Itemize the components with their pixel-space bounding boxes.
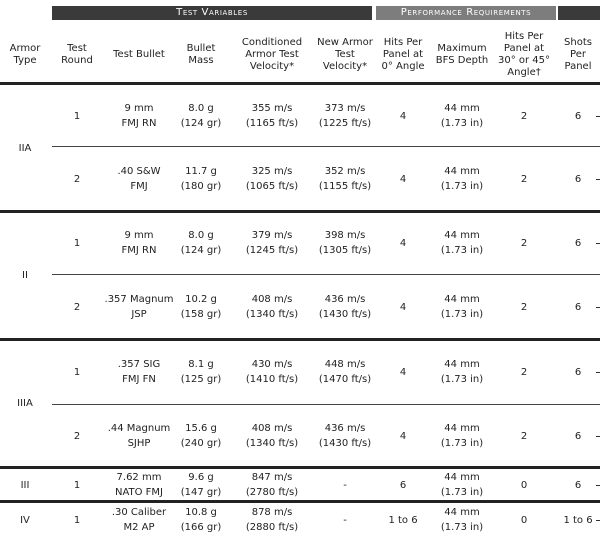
test-bullet-line: FMJ RN xyxy=(121,245,157,256)
hits-30-45-angle-value: 2 xyxy=(520,430,528,442)
bullet-mass-line: 10.8 g xyxy=(185,507,217,518)
conditioned-velocity-cell xyxy=(228,276,316,338)
bullet-mass-line: 10.2 g xyxy=(185,294,217,305)
bullet-mass-line: (124 gr) xyxy=(180,245,222,256)
shots-per-panel-cell xyxy=(556,406,600,466)
bullet-mass-line: 11.7 g xyxy=(185,166,217,177)
max-bfs-depth-line: 44 mm xyxy=(444,230,480,241)
hits-30-45-angle-cell xyxy=(494,340,554,404)
max-bfs-depth-cell xyxy=(430,504,494,536)
hits-30-45-angle-cell xyxy=(494,470,554,500)
new-velocity-cell xyxy=(316,148,374,210)
conditioned-velocity-cell xyxy=(228,340,316,404)
continuation-mark xyxy=(596,372,600,373)
max-bfs-depth-line: 44 mm xyxy=(444,294,480,305)
hits-0-angle-value: 4 xyxy=(399,430,407,442)
new-velocity-cell xyxy=(316,340,374,404)
column-header-shots: Shots Per Panel xyxy=(564,37,592,72)
armor-type-cell: IV xyxy=(20,514,30,526)
new-velocity-cell xyxy=(316,86,374,146)
max-bfs-depth-line: 44 mm xyxy=(444,103,480,114)
conditioned-velocity-line: (1340 ft/s) xyxy=(245,438,299,449)
conditioned-velocity-line: 408 m/s xyxy=(251,294,293,305)
conditioned-velocity-cell xyxy=(228,406,316,466)
hits-0-angle-value: 4 xyxy=(399,173,407,185)
conditioned-velocity-cell xyxy=(228,504,316,536)
hits-30-45-angle-cell xyxy=(494,148,554,210)
conditioned-velocity-line: 878 m/s xyxy=(251,507,293,518)
bullet-mass-cell xyxy=(176,86,226,146)
max-bfs-depth-line: (1.73 in) xyxy=(440,374,484,385)
new-velocity-cell xyxy=(316,276,374,338)
test-round-cell xyxy=(52,276,102,338)
column-header-new-velocity: New Armor Test Velocity* xyxy=(317,37,373,72)
test-round-value: 1 xyxy=(73,110,81,122)
bullet-mass-line: 15.6 g xyxy=(185,423,217,434)
round-divider xyxy=(52,146,600,147)
test-bullet-line: M2 AP xyxy=(123,522,155,533)
bullet-mass-cell xyxy=(176,470,226,500)
hits-30-45-angle-cell xyxy=(494,504,554,536)
conditioned-velocity-cell xyxy=(228,470,316,500)
shots-per-panel-value: 6 xyxy=(574,479,582,491)
shots-per-panel-value: 6 xyxy=(574,366,582,378)
test-bullet-line: 9 mm xyxy=(124,230,154,241)
test-variables-header: Test Variables xyxy=(52,6,372,20)
test-bullet-line: .357 SIG xyxy=(117,359,161,370)
bullet-mass-line: 9.6 g xyxy=(188,472,214,483)
hits-0-angle-cell xyxy=(376,340,430,404)
new-velocity-line: (1430 ft/s) xyxy=(318,309,372,320)
max-bfs-depth-line: 44 mm xyxy=(444,166,480,177)
new-velocity-line: (1305 ft/s) xyxy=(318,245,372,256)
conditioned-velocity-line: 379 m/s xyxy=(251,230,293,241)
column-header-test-bullet: Test Bullet xyxy=(113,49,165,60)
bullet-mass-cell xyxy=(176,212,226,274)
bullet-mass-line: (125 gr) xyxy=(180,374,222,385)
new-velocity-line: 352 m/s xyxy=(324,166,366,177)
test-bullet-line: NATO FMJ xyxy=(114,487,164,498)
hits-30-45-angle-cell xyxy=(494,86,554,146)
shots-per-panel-value: 6 xyxy=(574,430,582,442)
new-velocity-cell xyxy=(316,406,374,466)
group-divider xyxy=(0,500,600,503)
new-velocity-cell xyxy=(316,504,374,536)
test-round-value: 2 xyxy=(73,430,81,442)
shots-per-panel-cell xyxy=(556,212,600,274)
max-bfs-depth-cell xyxy=(430,340,494,404)
test-bullet-line: .357 Magnum xyxy=(104,294,174,305)
header-bar-extension xyxy=(558,6,600,20)
hits-30-45-angle-cell xyxy=(494,406,554,466)
test-bullet-cell xyxy=(104,470,174,500)
shots-per-panel-value: 6 xyxy=(574,301,582,313)
column-header-max-bfs: Maximum BFS Depth xyxy=(435,43,489,66)
conditioned-velocity-line: (2880 ft/s) xyxy=(245,522,299,533)
max-bfs-depth-cell xyxy=(430,470,494,500)
max-bfs-depth-cell xyxy=(430,86,494,146)
continuation-mark xyxy=(596,243,600,244)
conditioned-velocity-cell xyxy=(228,86,316,146)
max-bfs-depth-line: (1.73 in) xyxy=(440,118,484,129)
hits-0-angle-cell xyxy=(376,504,430,536)
bullet-mass-line: (180 gr) xyxy=(180,181,222,192)
armor-type-cell: III xyxy=(20,479,30,491)
conditioned-velocity-line: (1165 ft/s) xyxy=(245,118,299,129)
bullet-mass-line: (166 gr) xyxy=(180,522,222,533)
column-header-test-round: Test Round xyxy=(61,43,93,66)
hits-30-45-angle-value: 0 xyxy=(520,514,528,526)
max-bfs-depth-line: 44 mm xyxy=(444,423,480,434)
armor-type-cell: IIA xyxy=(18,142,32,154)
new-velocity-line: (1430 ft/s) xyxy=(318,438,372,449)
test-round-cell xyxy=(52,212,102,274)
shots-per-panel-cell xyxy=(556,470,600,500)
continuation-mark xyxy=(596,179,600,180)
new-velocity-line: 436 m/s xyxy=(324,294,366,305)
conditioned-velocity-line: (1340 ft/s) xyxy=(245,309,299,320)
hits-0-angle-cell xyxy=(376,406,430,466)
hits-30-45-angle-value: 2 xyxy=(520,237,528,249)
conditioned-velocity-line: (2780 ft/s) xyxy=(245,487,299,498)
new-velocity-cell xyxy=(316,212,374,274)
bullet-mass-line: 8.0 g xyxy=(188,230,214,241)
new-velocity-line: - xyxy=(343,479,347,491)
hits-0-angle-cell xyxy=(376,148,430,210)
test-bullet-line: .40 S&W xyxy=(117,166,161,177)
conditioned-velocity-line: 430 m/s xyxy=(251,359,293,370)
max-bfs-depth-line: 44 mm xyxy=(444,472,480,483)
column-header-cond-velocity: Conditioned Armor Test Velocity* xyxy=(241,37,303,72)
test-round-value: 1 xyxy=(73,479,81,491)
hits-0-angle-value: 6 xyxy=(399,479,407,491)
hits-30-45-angle-cell xyxy=(494,276,554,338)
hits-0-angle-value: 4 xyxy=(399,366,407,378)
max-bfs-depth-cell xyxy=(430,148,494,210)
continuation-mark xyxy=(596,436,600,437)
max-bfs-depth-line: (1.73 in) xyxy=(440,181,484,192)
max-bfs-depth-line: 44 mm xyxy=(444,359,480,370)
header-divider xyxy=(0,82,600,85)
max-bfs-depth-line: 44 mm xyxy=(444,507,480,518)
performance-requirements-header: Performance Requirements xyxy=(376,6,556,20)
new-velocity-line: - xyxy=(343,514,347,526)
shots-per-panel-value: 6 xyxy=(574,173,582,185)
hits-0-angle-value: 4 xyxy=(399,237,407,249)
test-bullet-cell xyxy=(104,504,174,536)
conditioned-velocity-line: 408 m/s xyxy=(251,423,293,434)
test-bullet-line: .44 Magnum xyxy=(107,423,171,434)
test-bullet-line: 9 mm xyxy=(124,103,154,114)
hits-0-angle-value: 4 xyxy=(399,301,407,313)
test-bullet-line: SJHP xyxy=(127,438,151,449)
continuation-mark xyxy=(596,307,600,308)
conditioned-velocity-line: 355 m/s xyxy=(251,103,293,114)
test-bullet-line: FMJ FN xyxy=(122,374,156,385)
test-round-value: 1 xyxy=(73,366,81,378)
shots-per-panel-value: 6 xyxy=(574,110,582,122)
new-velocity-line: (1225 ft/s) xyxy=(318,118,372,129)
hits-30-45-angle-value: 2 xyxy=(520,173,528,185)
column-header-hits-30: Hits Per Panel at 30° or 45° Angle† xyxy=(497,31,551,78)
new-velocity-line: (1155 ft/s) xyxy=(318,181,372,192)
conditioned-velocity-line: 325 m/s xyxy=(251,166,293,177)
hits-0-angle-value: 1 to 6 xyxy=(388,514,418,526)
group-divider xyxy=(0,466,600,469)
test-bullet-line: 7.62 mm xyxy=(116,472,162,483)
bullet-mass-line: 8.0 g xyxy=(188,103,214,114)
column-header-hits-0: Hits Per Panel at 0° Angle xyxy=(381,37,425,72)
bullet-mass-cell xyxy=(176,340,226,404)
shots-per-panel-value: 1 to 6 xyxy=(563,514,593,526)
test-round-value: 1 xyxy=(73,514,81,526)
hits-30-45-angle-value: 0 xyxy=(520,479,528,491)
armor-type-cell: IIIA xyxy=(17,397,33,409)
conditioned-velocity-line: (1245 ft/s) xyxy=(245,245,299,256)
test-bullet-line: FMJ RN xyxy=(121,118,157,129)
max-bfs-depth-line: (1.73 in) xyxy=(440,487,484,498)
test-bullet-cell xyxy=(104,148,174,210)
hits-30-45-angle-value: 2 xyxy=(520,110,528,122)
round-divider xyxy=(52,404,600,405)
bullet-mass-cell xyxy=(176,276,226,338)
hits-30-45-angle-value: 2 xyxy=(520,301,528,313)
test-round-value: 2 xyxy=(73,301,81,313)
conditioned-velocity-line: (1065 ft/s) xyxy=(245,181,299,192)
round-divider xyxy=(52,274,600,275)
shots-per-panel-value: 6 xyxy=(574,237,582,249)
new-velocity-line: 448 m/s xyxy=(324,359,366,370)
new-velocity-line: 373 m/s xyxy=(324,103,366,114)
test-bullet-cell xyxy=(104,276,174,338)
hits-0-angle-cell xyxy=(376,86,430,146)
test-round-cell xyxy=(52,406,102,466)
continuation-mark xyxy=(596,520,600,521)
test-round-cell xyxy=(52,340,102,404)
test-round-cell xyxy=(52,148,102,210)
hits-0-angle-value: 4 xyxy=(399,110,407,122)
hits-30-45-angle-cell xyxy=(494,212,554,274)
bullet-mass-cell xyxy=(176,406,226,466)
bullet-mass-line: (147 gr) xyxy=(180,487,222,498)
bullet-mass-line: (124 gr) xyxy=(180,118,222,129)
new-velocity-line: 436 m/s xyxy=(324,423,366,434)
test-round-value: 1 xyxy=(73,237,81,249)
max-bfs-depth-line: (1.73 in) xyxy=(440,245,484,256)
max-bfs-depth-line: (1.73 in) xyxy=(440,438,484,449)
max-bfs-depth-cell xyxy=(430,406,494,466)
test-bullet-line: FMJ xyxy=(130,181,148,192)
new-velocity-line: 398 m/s xyxy=(324,230,366,241)
conditioned-velocity-line: 847 m/s xyxy=(251,472,293,483)
max-bfs-depth-cell xyxy=(430,212,494,274)
armor-type-cell: II xyxy=(22,269,28,281)
shots-per-panel-cell xyxy=(556,340,600,404)
new-velocity-line: (1470 ft/s) xyxy=(318,374,372,385)
test-bullet-line: JSP xyxy=(131,309,147,320)
test-bullet-cell xyxy=(104,340,174,404)
test-bullet-cell xyxy=(104,406,174,466)
test-bullet-cell xyxy=(104,86,174,146)
test-round-cell xyxy=(52,470,102,500)
hits-0-angle-cell xyxy=(376,212,430,274)
bullet-mass-cell xyxy=(176,148,226,210)
bullet-mass-line: 8.1 g xyxy=(188,359,214,370)
continuation-mark xyxy=(596,485,600,486)
column-header-bullet-mass: Bullet Mass xyxy=(186,43,216,66)
shots-per-panel-cell xyxy=(556,148,600,210)
shots-per-panel-cell xyxy=(556,276,600,338)
test-bullet-cell xyxy=(104,212,174,274)
max-bfs-depth-cell xyxy=(430,276,494,338)
shots-per-panel-cell xyxy=(556,504,600,536)
test-round-cell xyxy=(52,504,102,536)
test-round-cell xyxy=(52,86,102,146)
bullet-mass-line: (158 gr) xyxy=(180,309,222,320)
hits-30-45-angle-value: 2 xyxy=(520,366,528,378)
column-header-armor-type: Armor Type xyxy=(9,43,41,66)
max-bfs-depth-line: (1.73 in) xyxy=(440,522,484,533)
test-round-value: 2 xyxy=(73,173,81,185)
continuation-mark xyxy=(596,116,600,117)
conditioned-velocity-cell xyxy=(228,212,316,274)
new-velocity-cell xyxy=(316,470,374,500)
max-bfs-depth-line: (1.73 in) xyxy=(440,309,484,320)
hits-0-angle-cell xyxy=(376,276,430,338)
bullet-mass-cell xyxy=(176,504,226,536)
conditioned-velocity-cell xyxy=(228,148,316,210)
conditioned-velocity-line: (1410 ft/s) xyxy=(245,374,299,385)
test-bullet-line: .30 Caliber xyxy=(111,507,167,518)
shots-per-panel-cell xyxy=(556,86,600,146)
bullet-mass-line: (240 gr) xyxy=(180,438,222,449)
hits-0-angle-cell xyxy=(376,470,430,500)
